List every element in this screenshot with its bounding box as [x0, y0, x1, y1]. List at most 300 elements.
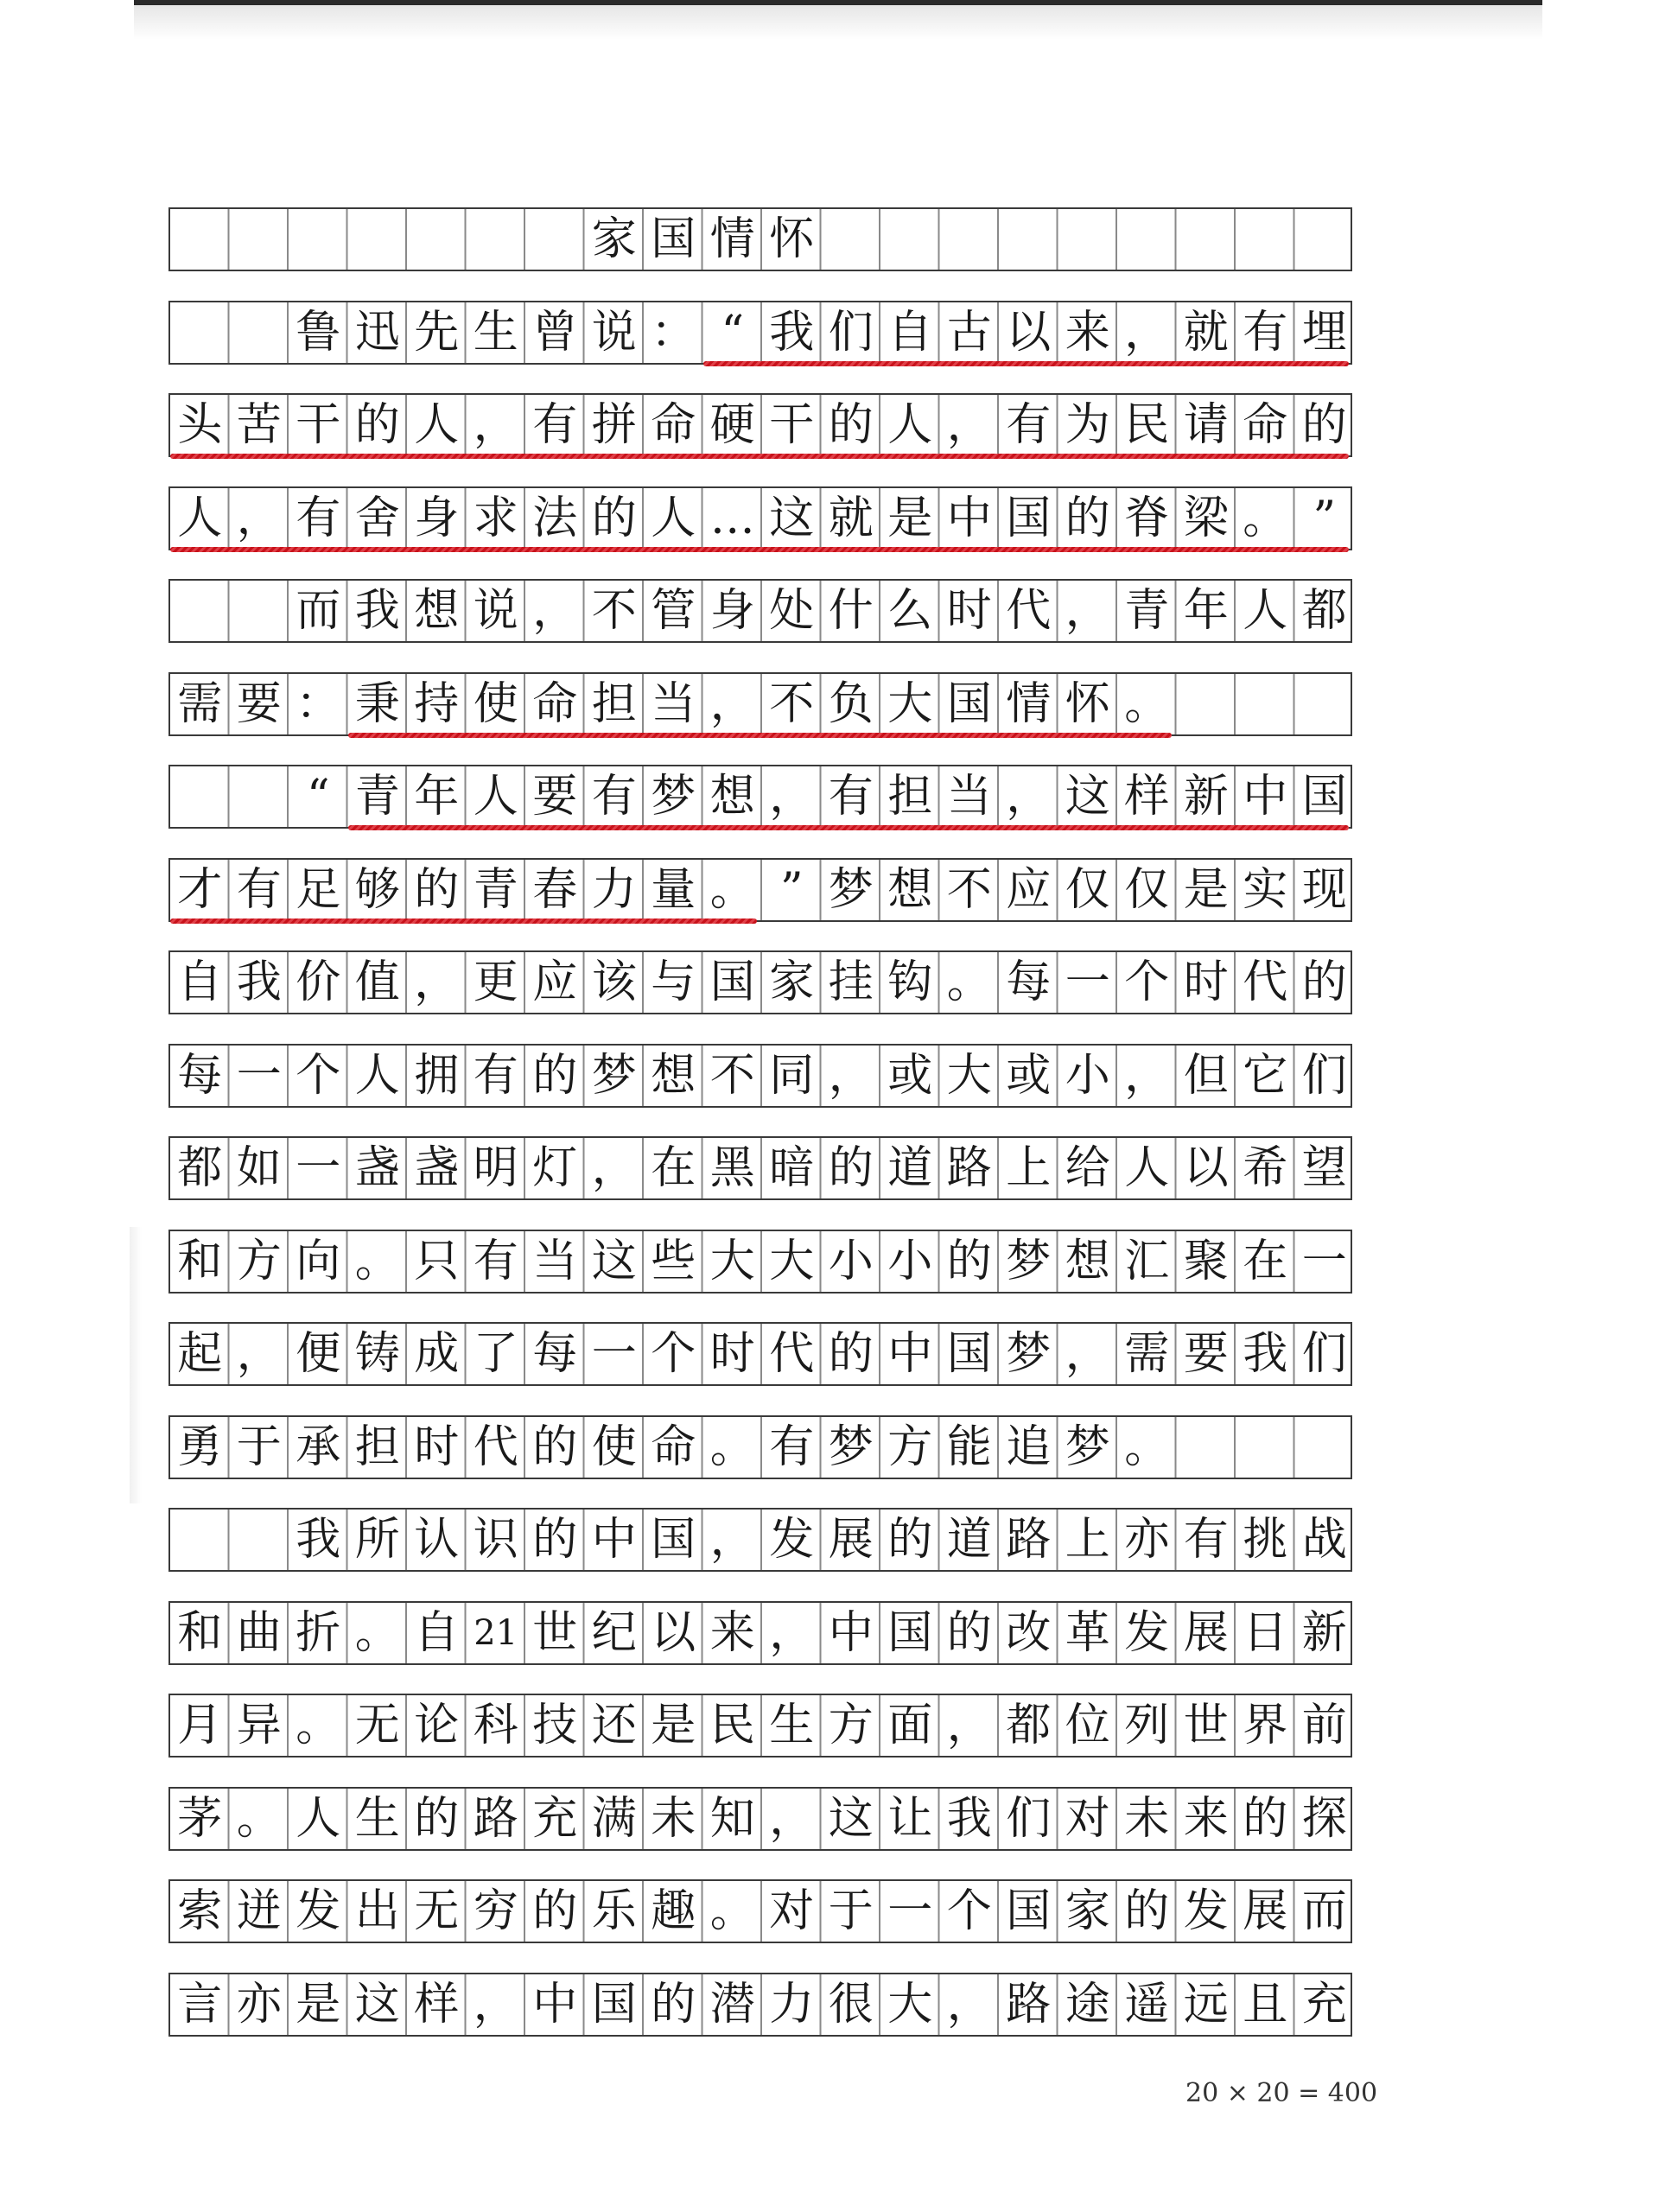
grid-cell: 国	[591, 1978, 637, 2031]
grid-cell: 有	[1183, 1514, 1229, 1566]
grid-cell: 展	[1183, 1606, 1229, 1659]
grid-cell: 起	[177, 1328, 223, 1380]
grid-cell: ，	[473, 1978, 518, 2031]
grid-cell: 舍	[354, 492, 400, 544]
text-row	[168, 1044, 1352, 1108]
grid-cell: 位	[1065, 1700, 1110, 1751]
grid-cell: 发	[769, 1514, 815, 1566]
grid-cell: 民	[1124, 399, 1170, 451]
grid-cell: 仅	[1065, 863, 1110, 916]
grid-cell: 就	[1183, 306, 1229, 359]
text-row	[168, 1415, 1352, 1479]
grid-cell: 一	[236, 1049, 282, 1102]
red-underline	[348, 825, 1350, 830]
grid-cell: 仅	[1124, 863, 1170, 916]
grid-cell: 青	[473, 863, 518, 916]
grid-cell: 异	[236, 1700, 282, 1751]
grid-cell: 折	[296, 1606, 341, 1659]
grid-cell: 而	[296, 585, 341, 637]
grid-cell: 力	[591, 863, 637, 916]
grid-cell	[170, 302, 230, 363]
grid-cell: 够	[354, 863, 400, 916]
grid-cell: “	[721, 306, 745, 359]
grid-cell: 来	[709, 1606, 755, 1659]
grid-cell: 中	[828, 1606, 874, 1659]
grid-cell: 样	[414, 1978, 460, 2031]
grid-cell: 我	[769, 306, 815, 359]
grid-cell: 请	[1183, 399, 1229, 451]
grid-cell	[170, 1510, 230, 1570]
grid-cell: 钩	[887, 957, 933, 1008]
text-row	[168, 1508, 1352, 1572]
grid-cell: 曲	[236, 1606, 282, 1659]
grid-cell: 生	[354, 1792, 400, 1845]
grid-cell: 明	[473, 1142, 518, 1194]
grid-cell: 怀	[1065, 677, 1110, 730]
grid-cell: 的	[1065, 492, 1110, 544]
grid-cell	[230, 302, 289, 363]
composition-paper	[168, 207, 1352, 2032]
grid-cell: ，	[769, 771, 815, 823]
grid-cell: ，	[414, 957, 460, 1008]
grid-cell: ，	[1124, 306, 1170, 359]
grid-cell: 不	[769, 677, 815, 730]
grid-cell: 年	[414, 771, 460, 823]
grid-cell: 给	[1065, 1142, 1110, 1194]
grid-cell: 梦	[1006, 1328, 1052, 1380]
grid-cell: 苦	[236, 399, 282, 451]
grid-cell: 干	[769, 399, 815, 451]
grid-cell: 法	[532, 492, 578, 544]
grid-cell: 是	[296, 1978, 341, 2031]
title-row	[168, 207, 1352, 271]
grid-cell: 国	[651, 213, 696, 265]
grid-cell	[407, 209, 467, 270]
grid-cell	[1058, 209, 1118, 270]
red-underline	[170, 918, 757, 924]
grid-cell: 新	[1301, 1606, 1347, 1659]
grid-cell: 每	[177, 1049, 223, 1102]
grid-cell: 为	[1065, 399, 1110, 451]
grid-cell: ，	[769, 1606, 815, 1659]
grid-cell: 有	[1243, 306, 1288, 359]
grid-cell: 足	[296, 863, 341, 916]
grid-cell: 的	[946, 1235, 992, 1287]
grid-cell: 铸	[354, 1328, 400, 1380]
grid-cell: 头	[177, 399, 223, 451]
grid-cell: 发	[296, 1885, 341, 1937]
grid-cell: 的	[828, 1328, 874, 1380]
grid-cell: 的	[591, 492, 637, 544]
grid-cell: 探	[1301, 1792, 1347, 1845]
grid-cell: 当	[651, 677, 696, 730]
red-underline	[348, 733, 1172, 738]
grid-cell: 追	[1006, 1421, 1052, 1473]
grid-cell: 盏	[414, 1142, 460, 1194]
grid-cell: 无	[354, 1700, 400, 1751]
grid-cell: 梦	[1065, 1421, 1110, 1473]
grid-cell: 这	[1065, 771, 1110, 823]
grid-cell: 而	[1301, 1885, 1347, 1937]
grid-cell: 的	[1124, 1885, 1170, 1937]
grid-cell	[170, 581, 230, 641]
grid-cell: 代	[1243, 957, 1288, 1008]
grid-cell: 方	[887, 1421, 933, 1473]
grid-cell: 个	[1124, 957, 1170, 1008]
grid-cell: ，	[236, 492, 282, 544]
grid-cell: 了	[473, 1328, 518, 1380]
grid-cell: 些	[651, 1235, 696, 1287]
grid-cell	[1295, 209, 1355, 270]
grid-cell: 如	[236, 1142, 282, 1194]
grid-cell: 中	[532, 1978, 578, 2031]
grid-cell: 穷	[473, 1885, 518, 1937]
grid-cell	[1177, 209, 1236, 270]
grid-cell: 但	[1183, 1049, 1229, 1102]
grid-cell: 都	[1006, 1700, 1052, 1751]
grid-cell: 说	[473, 585, 518, 637]
grid-cell	[525, 209, 585, 270]
grid-cell: ，	[1065, 1328, 1110, 1380]
grid-cell: 能	[946, 1421, 992, 1473]
grid-cell: 的	[414, 863, 460, 916]
grid-cell	[999, 209, 1058, 270]
grid-cell: 路	[1006, 1978, 1052, 2031]
grid-cell	[822, 209, 881, 270]
grid-cell: 都	[1301, 585, 1347, 637]
grid-cell: 人	[651, 492, 696, 544]
grid-cell: 于	[236, 1421, 282, 1473]
grid-cell: 承	[296, 1421, 341, 1473]
text-row	[168, 1879, 1352, 1943]
grid-cell: 途	[1065, 1978, 1110, 2031]
grid-cell: 春	[532, 863, 578, 916]
grid-cell: 我	[236, 957, 282, 1008]
grid-cell: ，	[709, 1514, 755, 1566]
grid-cell: 茅	[177, 1792, 223, 1845]
grid-cell: 实	[1243, 863, 1288, 916]
grid-cell: 有	[473, 1235, 518, 1287]
grid-cell: 青	[1124, 585, 1170, 637]
grid-cell: 挑	[1243, 1514, 1288, 1566]
grid-cell: 于	[828, 1885, 874, 1937]
grid-cell: 识	[473, 1514, 518, 1566]
grid-cell: 发	[1183, 1885, 1229, 1937]
text-row	[168, 1787, 1352, 1851]
grid-cell: 家	[591, 213, 637, 265]
grid-cell	[1295, 674, 1355, 734]
grid-cell: 们	[1301, 1049, 1347, 1102]
grid-cell: 都	[177, 1142, 223, 1194]
red-underline	[703, 361, 1350, 366]
grid-cell: 改	[1006, 1606, 1052, 1659]
grid-cell: ”	[1313, 492, 1337, 544]
grid-cell: 小	[1065, 1049, 1110, 1102]
grid-cell: 更	[473, 957, 518, 1008]
grid-cell: 面	[887, 1700, 933, 1751]
grid-cell	[1236, 1417, 1295, 1478]
grid-cell: 小	[828, 1235, 874, 1287]
grid-cell: 这	[591, 1235, 637, 1287]
grid-cell: 人	[296, 1792, 341, 1845]
grid-cell: 我	[946, 1792, 992, 1845]
grid-cell	[880, 209, 940, 270]
text-row	[168, 301, 1352, 365]
grid-cell: 聚	[1183, 1235, 1229, 1287]
text-row	[168, 858, 1352, 922]
grid-cell: 或	[1006, 1049, 1052, 1102]
grid-cell: 中	[591, 1514, 637, 1566]
grid-cell	[1295, 1417, 1355, 1478]
grid-cell: 的	[828, 399, 874, 451]
grid-cell: 国	[709, 957, 755, 1008]
grid-cell: 人	[414, 399, 460, 451]
grid-cell: 勇	[177, 1421, 223, 1473]
grid-cell: 国	[946, 677, 992, 730]
grid-cell: 上	[1006, 1142, 1052, 1194]
grid-cell: 情	[1006, 677, 1052, 730]
grid-cell: 自	[887, 306, 933, 359]
grid-rows	[168, 207, 1352, 2032]
grid-cell: ，	[1124, 1049, 1170, 1102]
grid-cell: 只	[414, 1235, 460, 1287]
grid-cell: 遥	[1124, 1978, 1170, 2031]
grid-cell: 不	[591, 585, 637, 637]
grid-cell: 想	[1065, 1235, 1110, 1287]
grid-cell: 索	[177, 1885, 223, 1937]
grid-cell: 有	[591, 771, 637, 823]
grid-cell: 人	[177, 492, 223, 544]
grid-cell: 有	[296, 492, 341, 544]
grid-cell: 们	[1006, 1792, 1052, 1845]
grid-cell: 论	[414, 1700, 460, 1751]
grid-cell: 亦	[236, 1978, 282, 2031]
grid-cell: 一	[887, 1885, 933, 1937]
grid-cell: 。	[709, 863, 755, 916]
grid-cell: 潜	[709, 1978, 755, 2031]
grid-cell: 一	[296, 1142, 341, 1194]
grid-cell: 灯	[532, 1142, 578, 1194]
grid-cell: 方	[828, 1700, 874, 1751]
grid-cell: 时	[414, 1421, 460, 1473]
grid-cell: 技	[532, 1700, 578, 1751]
grid-cell: 黑	[709, 1142, 755, 1194]
grid-cell: 们	[1301, 1328, 1347, 1380]
grid-cell: 不	[946, 863, 992, 916]
grid-cell: 盏	[354, 1142, 400, 1194]
text-row	[168, 950, 1352, 1014]
grid-cell: 大	[887, 677, 933, 730]
grid-cell: ，	[236, 1328, 282, 1380]
grid-cell: 上	[1065, 1514, 1110, 1566]
grid-cell: 个	[651, 1328, 696, 1380]
grid-cell: 命	[651, 1421, 696, 1473]
grid-cell: 生	[769, 1700, 815, 1751]
grid-cell: 要	[1183, 1328, 1229, 1380]
grid-cell: 望	[1301, 1142, 1347, 1194]
text-row	[168, 672, 1352, 736]
grid-cell: 与	[651, 957, 696, 1008]
grid-cell: 的	[532, 1885, 578, 1937]
grid-cell: 担	[591, 677, 637, 730]
grid-cell: 是	[887, 492, 933, 544]
grid-cell: 有	[532, 399, 578, 451]
grid-cell: 国	[1006, 492, 1052, 544]
grid-cell	[940, 209, 1000, 270]
grid-cell: 我	[354, 585, 400, 637]
grid-cell: 命	[1243, 399, 1288, 451]
grid-cell: 年	[1183, 585, 1229, 637]
grid-cell: 日	[1243, 1606, 1288, 1659]
grid-cell: 道	[887, 1142, 933, 1194]
grid-cell: 这	[828, 1792, 874, 1845]
grid-cell: …	[709, 492, 755, 544]
grid-cell: 的	[414, 1792, 460, 1845]
grid-cell: 向	[296, 1235, 341, 1287]
grid-cell	[348, 209, 408, 270]
grid-cell: 当	[946, 771, 992, 823]
grid-cell: 出	[354, 1885, 400, 1937]
grid-cell: 拥	[414, 1049, 460, 1102]
grid-cell: 以	[1183, 1142, 1229, 1194]
top-edge-shadow	[134, 5, 1542, 40]
grid-cell: 先	[414, 306, 460, 359]
grid-cell: 代	[473, 1421, 518, 1473]
grid-cell: 充	[1301, 1978, 1347, 2031]
grid-cell: 的	[532, 1514, 578, 1566]
grid-cell: 不	[709, 1049, 755, 1102]
grid-cell: 家	[1065, 1885, 1110, 1937]
grid-cell: 时	[709, 1328, 755, 1380]
grid-cell: 世	[1183, 1700, 1229, 1751]
grid-cell	[170, 766, 230, 827]
grid-cell: 未	[1124, 1792, 1170, 1845]
grid-cell: 。	[946, 957, 992, 1008]
grid-cell: 梦	[828, 863, 874, 916]
grid-cell: 小	[887, 1235, 933, 1287]
grid-cell: 。	[354, 1606, 400, 1659]
grid-cell: 梦	[591, 1049, 637, 1102]
grid-cell: 代	[1006, 585, 1052, 637]
grid-cell: 中	[946, 492, 992, 544]
grid-cell: 迅	[354, 306, 400, 359]
text-row	[168, 765, 1352, 829]
grid-cell: 人	[1243, 585, 1288, 637]
grid-cell: 要	[532, 771, 578, 823]
grid-cell: 秉	[354, 677, 400, 730]
grid-cell: 担	[887, 771, 933, 823]
grid-cell: 硬	[709, 399, 755, 451]
text-row	[168, 1973, 1352, 2037]
grid-cell: 所	[354, 1514, 400, 1566]
grid-cell: 们	[828, 306, 874, 359]
grid-cell: 同	[769, 1049, 815, 1102]
grid-cell	[1117, 209, 1177, 270]
text-row	[168, 1230, 1352, 1294]
grid-cell: 使	[473, 677, 518, 730]
grid-cell: 对	[769, 1885, 815, 1937]
grid-cell: ，	[1006, 771, 1052, 823]
grid-cell: 的	[828, 1142, 874, 1194]
grid-cell: 道	[946, 1514, 992, 1566]
grid-cell: 大	[769, 1235, 815, 1287]
grid-cell: 展	[1243, 1885, 1288, 1937]
text-row	[168, 579, 1352, 643]
grid-cell: 的	[946, 1606, 992, 1659]
grid-cell: 现	[1301, 863, 1347, 916]
grid-cell: 曾	[532, 306, 578, 359]
grid-cell: 应	[1006, 863, 1052, 916]
grid-cell: 很	[828, 1978, 874, 2031]
grid-cell: 国	[651, 1514, 696, 1566]
grid-cell: ，	[709, 677, 755, 730]
grid-cell: 知	[709, 1792, 755, 1845]
grid-cell: 值	[354, 957, 400, 1008]
grid-cell: 便	[296, 1328, 341, 1380]
grid-cell: 大	[709, 1235, 755, 1287]
grid-cell	[230, 581, 289, 641]
text-row	[168, 1694, 1352, 1758]
grid-cell: 国	[946, 1328, 992, 1380]
grid-cell: 的	[1243, 1792, 1288, 1845]
grid-cell: 一	[591, 1328, 637, 1380]
grid-cell: 的	[1301, 399, 1347, 451]
grid-cell: 脊	[1124, 492, 1170, 544]
grid-cell	[1236, 674, 1295, 734]
grid-cell: 暗	[769, 1142, 815, 1194]
grid-cell: 的	[532, 1049, 578, 1102]
grid-cell	[230, 209, 289, 270]
grid-cell: 我	[1243, 1328, 1288, 1380]
grid-cell: 科	[473, 1700, 518, 1751]
grid-cell: 使	[591, 1421, 637, 1473]
grid-cell	[467, 209, 526, 270]
page-fold-shadow	[130, 1227, 142, 1503]
grid-cell: 梦	[651, 771, 696, 823]
grid-cell: 担	[354, 1421, 400, 1473]
grid-cell: 的	[887, 1514, 933, 1566]
grid-cell: 价	[296, 957, 341, 1008]
grid-cell: 负	[828, 677, 874, 730]
grid-cell: 埋	[1301, 306, 1347, 359]
grid-cell: 方	[236, 1235, 282, 1287]
grid-cell: 远	[1183, 1978, 1229, 2031]
red-underline	[170, 547, 1349, 552]
grid-cell: 就	[828, 492, 874, 544]
grid-cell: 身	[709, 585, 755, 637]
grid-cell: ：	[651, 306, 696, 359]
grid-cell: 是	[1183, 863, 1229, 916]
grid-cell: 个	[946, 1885, 992, 1937]
grid-count-label: 20 × 20 = 400	[1185, 2078, 1378, 2108]
grid-cell: 持	[414, 677, 460, 730]
grid-cell: 。	[236, 1792, 282, 1845]
grid-cell: 路	[473, 1792, 518, 1845]
grid-cell: 鲁	[296, 306, 341, 359]
grid-cell: 列	[1124, 1700, 1170, 1751]
grid-cell: 梁	[1183, 492, 1229, 544]
grid-cell: 。	[296, 1700, 341, 1751]
grid-cell: 青	[354, 771, 400, 823]
grid-cell: 的	[354, 399, 400, 451]
grid-cell: 每	[532, 1328, 578, 1380]
grid-cell: 未	[651, 1792, 696, 1845]
grid-cell: 的	[532, 1421, 578, 1473]
grid-cell: 路	[946, 1142, 992, 1194]
grid-cell: 或	[887, 1049, 933, 1102]
grid-cell: “	[306, 771, 330, 823]
grid-cell: 生	[473, 306, 518, 359]
